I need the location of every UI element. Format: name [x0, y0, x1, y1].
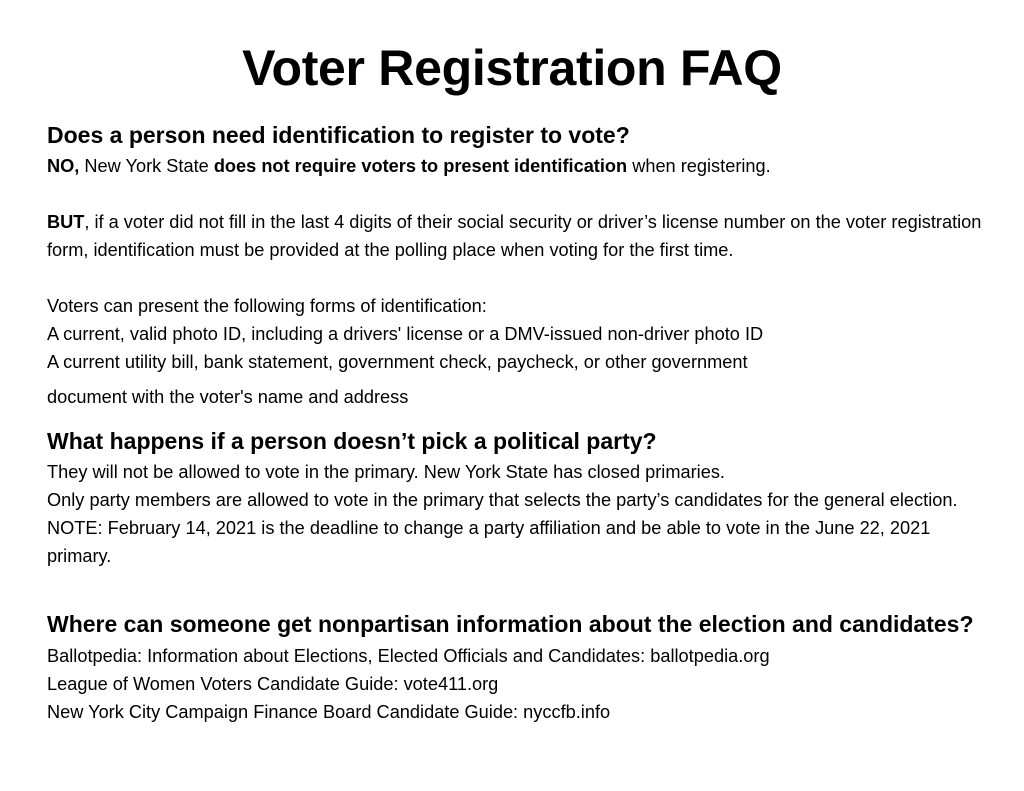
answer-text: , if a voter did not fill in the last 4 digits of their social security or driver’s license number on the voter registration form, identification must be provided at the polling place when voting for the first time.: [47, 212, 982, 260]
id-form-item: A current utility bill, bank statement, government check, paycheck, or other government: [47, 352, 748, 372]
faq-answer-paragraph: [47, 208, 987, 264]
faq-answer-line: Only party members are allowed to vote in the primary that selects the party’s candidates for the general election. NOTE: February 14, 2021 is the deadline to change a party affiliation and be able to vote in the June 22, 2021 primary.: [47, 490, 958, 566]
faq-section-nonpartisan-info: [47, 606, 987, 726]
faq-question: Where can someone get nonpartisan information about the election and candidates?: [47, 611, 974, 637]
emphasis-text: does not require voters to present identification: [213, 156, 628, 176]
faq-question: Does a person need identification to register to vote?: [47, 122, 630, 148]
faq-content: [47, 118, 987, 726]
page-title: Voter Registration FAQ: [242, 40, 782, 96]
id-form-item: document with the voter's name and address: [47, 387, 409, 407]
resource-line: New York City Campaign Finance Board Candidate Guide: nyccfb.info: [47, 702, 611, 722]
faq-answer-line: They will not be allowed to vote in the primary. New York State has closed primaries.: [47, 462, 725, 482]
id-forms-intro: Voters can present the following forms of identification:: [47, 296, 487, 316]
emphasis-text: BUT: [47, 212, 85, 232]
faq-answer-paragraph: [47, 152, 987, 180]
answer-text: when registering.: [627, 156, 771, 176]
emphasis-text: NO,: [47, 156, 80, 176]
faq-section-political-party: [47, 424, 987, 570]
resource-line: League of Women Voters Candidate Guide: vote411.org: [47, 674, 499, 694]
answer-text: New York State: [79, 156, 214, 176]
faq-question: What happens if a person doesn’t pick a political party?: [47, 428, 657, 454]
resource-line: Ballotpedia: Information about Elections, Elected Officials and Candidates: ballotpedia.org: [47, 646, 770, 666]
faq-section-identification: [47, 118, 987, 414]
id-form-item: A current, valid photo ID, including a drivers' license or a DMV-issued non-driver photo ID: [47, 324, 764, 344]
